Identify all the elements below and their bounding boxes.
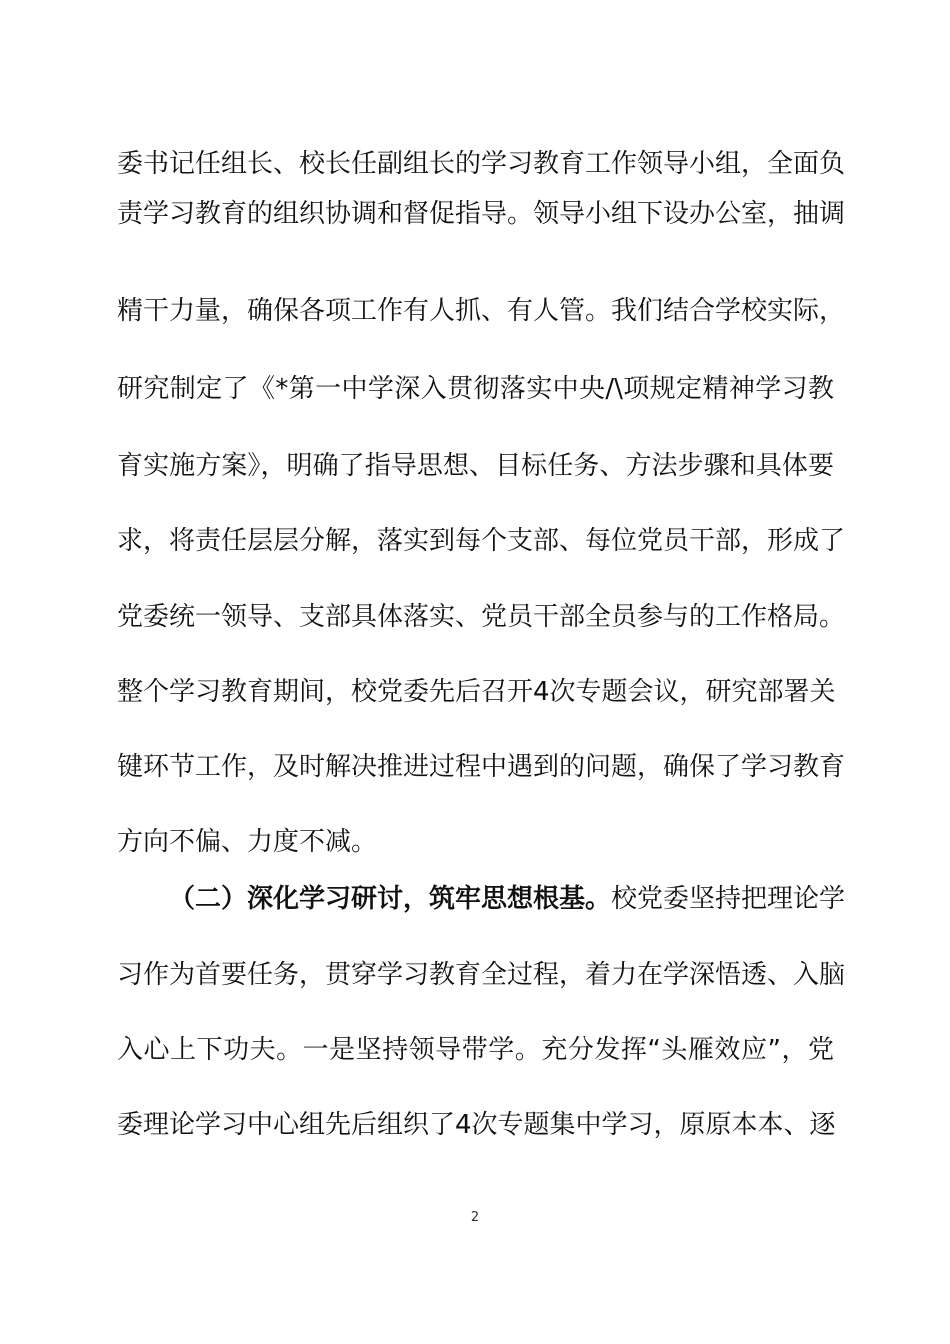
text-line: 育实施方案》，明确了指导思想、目标任务、方法步骤和具体要	[117, 451, 834, 481]
page-number: 2	[470, 1210, 480, 1225]
text-line: 党委统一领导、支部具体落实、党员干部全员参与的工作格局。	[117, 602, 846, 632]
section-heading-line	[169, 879, 846, 919]
text-line: 习作为首要任务，贯穿学习教育全过程，着力在学深悟透、入脑	[117, 960, 846, 990]
heading-line-text: 校党委坚持把理论学	[611, 884, 846, 914]
text-line: 研究制定了《*第一中学深入贯彻落实中央/\项规定精神学习教	[117, 374, 834, 404]
text-line: 委理论学习中心组先后组织了4次专题集中学习，原原本本、逐	[117, 1110, 836, 1140]
text-line: 精干力量，确保各项工作有人抓、有人管。我们结合学校实际，	[117, 296, 846, 326]
text-line: 委书记任组长、校长任副组长的学习教育工作领导小组，全面负	[117, 149, 846, 179]
text-line: 整个学习教育期间，校党委先后召开4次专题会议，研究部署关	[117, 677, 836, 707]
text-line: 入心上下功夫。一是坚持领导带学。充分发挥“头雁效应”，党	[117, 1035, 834, 1065]
section-heading: （二）深化学习研讨，筑牢思想根基。	[169, 884, 612, 914]
text-line: 键环节工作，及时解决推进过程中遇到的问题，确保了学习教育	[117, 752, 846, 782]
text-line: 责学习教育的组织协调和督促指导。领导小组下设办公室，抽调	[117, 199, 846, 229]
text-line: 方向不偏、力度不减。	[117, 827, 378, 857]
text-line: 求，将责任层层分解，落实到每个支部、每位党员干部，形成了	[117, 526, 846, 556]
